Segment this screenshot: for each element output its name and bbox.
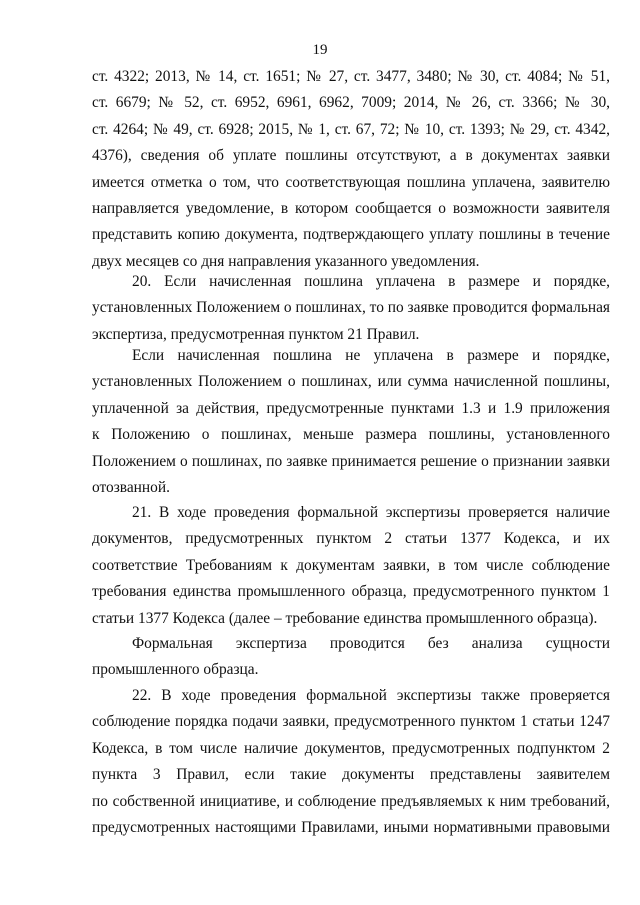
text-line: установленных Положением о пошлинах, или сумма начисленной пошлины, bbox=[92, 373, 610, 391]
text-line: пункта 3 Правил, если такие документы представлены заявителем bbox=[92, 766, 610, 784]
text-line: Если начисленная пошлина не уплачена в размере и порядке, bbox=[132, 347, 610, 364]
text-line: Кодекса, в том числе наличие документов, предусмотренных подпунктом 2 bbox=[92, 739, 610, 757]
text-line: соблюдение порядка подачи заявки, предусмотренного пунктом 1 статьи 1247 bbox=[92, 713, 610, 731]
text-line: ст. 6679; № 52, ст. 6952, 6961, 6962, 7009; 2014, № 26, ст. 3366; № 30, bbox=[92, 94, 610, 112]
text-line: 22. В ходе проведения формальной экспертизы также проверяется bbox=[132, 687, 610, 704]
text-line: имеется отметка о том, что соответствующая пошлина уплачена, заявителю bbox=[92, 173, 610, 191]
text-line: 20. Если начисленная пошлина уплачена в размере и порядке, bbox=[132, 273, 610, 290]
text-line: статьи 1377 Кодекса (далее – требование единства промышленного образца). bbox=[92, 609, 598, 627]
paragraph-20-unpaid bbox=[92, 343, 610, 501]
text-line: ст. 4322; 2013, № 14, ст. 1651; № 27, ст. 3477, 3480; № 30, ст. 4084; № 51, bbox=[92, 68, 610, 85]
text-line: представить копию документа, подтверждающего уплату пошлины в течение bbox=[92, 226, 610, 244]
paragraph-continuation bbox=[92, 64, 610, 275]
text-line: отозванной. bbox=[92, 478, 170, 496]
text-line: 4376), сведения об уплате пошлины отсутствуют, а в документах заявки bbox=[92, 147, 610, 165]
text-line: требования единства промышленного образца, предусмотренного пунктом 1 bbox=[92, 583, 610, 601]
text-line: соответствие Требованиям к документам заявки, в том числе соблюдение bbox=[92, 556, 610, 574]
page-number: 19 bbox=[312, 42, 328, 58]
paragraph-22 bbox=[92, 683, 610, 841]
text-line: ст. 4264; № 49, ст. 6928; 2015, № 1, ст. 67, 72; № 10, ст. 1393; № 29, ст. 4342, bbox=[92, 120, 610, 138]
text-line: Формальная экспертиза проводится без анализа сущности bbox=[132, 635, 610, 652]
text-line: по собственной инициативе, и соблюдение предъявляемых к ним требований, bbox=[92, 792, 610, 810]
paragraph-20 bbox=[92, 269, 610, 348]
paragraph-21 bbox=[92, 500, 610, 632]
text-line: Положением о пошлинах, по заявке принимается решение о признании заявки bbox=[92, 452, 610, 470]
text-line: двух месяцев со дня направления указанного уведомления. bbox=[92, 252, 480, 270]
text-line: к Положению о пошлинах, меньше размера пошлины, установленного bbox=[92, 426, 610, 444]
text-line: установленных Положением о пошлинах, то по заявке проводится формальная bbox=[92, 299, 610, 317]
text-line: направляется уведомление, в котором сообщается о возможности заявителя bbox=[92, 199, 610, 217]
text-line: предусмотренных настоящими Правилами, иными нормативными правовыми bbox=[92, 818, 610, 836]
text-line: промышленного образца. bbox=[92, 661, 259, 679]
text-line: уплаченной за действия, предусмотренные пунктами 1.3 и 1.9 приложения bbox=[92, 399, 610, 417]
text-line: экспертиза, предусмотренная пунктом 21 Правил. bbox=[92, 325, 420, 343]
text-line: 21. В ходе проведения формальной экспертизы проверяется наличие bbox=[132, 504, 610, 521]
paragraph-21-formal bbox=[92, 631, 610, 684]
text-line: документов, предусмотренных пунктом 2 статьи 1377 Кодекса, и их bbox=[92, 530, 610, 548]
